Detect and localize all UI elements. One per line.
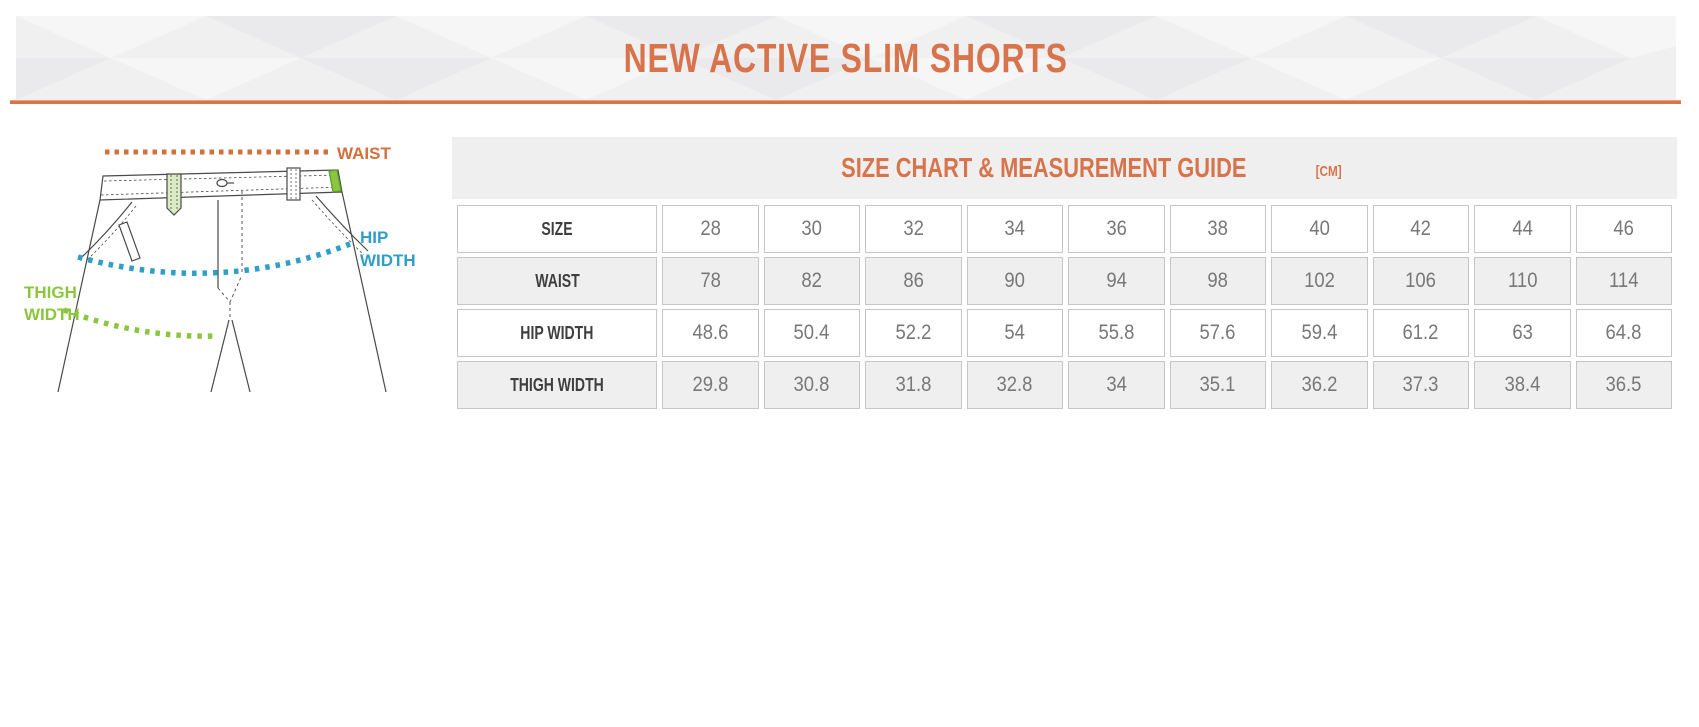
waist-cell: 98 <box>1170 257 1267 305</box>
waist-label: WAIST <box>337 144 391 163</box>
size-table <box>452 201 1677 413</box>
size-chart-banner <box>452 137 1677 199</box>
hip-width-cell: 54 <box>967 309 1064 357</box>
hip-width-cell: 57.6 <box>1170 309 1267 357</box>
size-chart-heading: SIZE CHART & MEASUREMENT GUIDE <box>841 152 1247 183</box>
hip-label-line2: WIDTH <box>360 251 416 270</box>
thigh-width-cell: 36.5 <box>1576 361 1673 409</box>
row-label-thigh-width: THIGH WIDTH <box>457 361 657 409</box>
waist-cell: 90 <box>967 257 1064 305</box>
size-cell: 32 <box>865 205 962 253</box>
page-title <box>16 16 1676 100</box>
waist-cell: 82 <box>764 257 861 305</box>
thigh-width-cell: 29.8 <box>662 361 759 409</box>
shorts-line-art <box>20 130 440 410</box>
hip-width-cell: 48.6 <box>662 309 759 357</box>
table-row-thigh-width <box>457 361 1672 409</box>
thigh-width-cell: 37.3 <box>1373 361 1470 409</box>
size-cell: 40 <box>1271 205 1368 253</box>
table-row-size <box>457 205 1672 253</box>
size-cell: 42 <box>1373 205 1470 253</box>
thigh-width-cell: 30.8 <box>764 361 861 409</box>
size-cell: 36 <box>1068 205 1165 253</box>
waist-cell: 94 <box>1068 257 1165 305</box>
thigh-width-cell: 34 <box>1068 361 1165 409</box>
thigh-label-line1: THIGH <box>24 283 77 302</box>
hip-label-line1: HIP <box>360 228 389 247</box>
waist-cell: 78 <box>662 257 759 305</box>
hip-width-cell: 50.4 <box>764 309 861 357</box>
size-chart-unit: [CM] <box>1315 162 1342 180</box>
thigh-dotted-line <box>64 310 216 336</box>
waist-cell: 86 <box>865 257 962 305</box>
size-cell: 28 <box>662 205 759 253</box>
table-row-waist <box>457 257 1672 305</box>
thigh-label-line2: WIDTH <box>24 305 80 324</box>
waist-cell: 102 <box>1271 257 1368 305</box>
hip-width-cell: 63 <box>1474 309 1571 357</box>
size-cell: 38 <box>1170 205 1267 253</box>
hip-width-cell: 52.2 <box>865 309 962 357</box>
thigh-width-cell: 38.4 <box>1474 361 1571 409</box>
waist-cell: 110 <box>1474 257 1571 305</box>
hip-width-cell: 61.2 <box>1373 309 1470 357</box>
waist-cell: 114 <box>1576 257 1673 305</box>
thigh-width-cell: 31.8 <box>865 361 962 409</box>
header-accent-rule <box>10 100 1681 104</box>
row-label-size: SIZE <box>457 205 657 253</box>
thigh-width-cell: 36.2 <box>1271 361 1368 409</box>
size-chart-pane <box>452 137 1677 413</box>
thigh-width-cell: 32.8 <box>967 361 1064 409</box>
hip-width-cell: 55.8 <box>1068 309 1165 357</box>
shorts-measurement-diagram <box>20 130 440 410</box>
page-title-text: NEW ACTIVE SLIM SHORTS <box>623 34 1069 81</box>
thigh-width-cell: 35.1 <box>1170 361 1267 409</box>
size-cell: 44 <box>1474 205 1571 253</box>
hip-width-cell: 64.8 <box>1576 309 1673 357</box>
hip-width-cell: 59.4 <box>1271 309 1368 357</box>
row-label-waist: WAIST <box>457 257 657 305</box>
size-cell: 46 <box>1576 205 1673 253</box>
waist-cell: 106 <box>1373 257 1470 305</box>
size-cell: 34 <box>967 205 1064 253</box>
table-row-hip-width <box>457 309 1672 357</box>
size-cell: 30 <box>764 205 861 253</box>
row-label-hip-width: HIP WIDTH <box>457 309 657 357</box>
hip-dotted-line <box>78 244 350 273</box>
